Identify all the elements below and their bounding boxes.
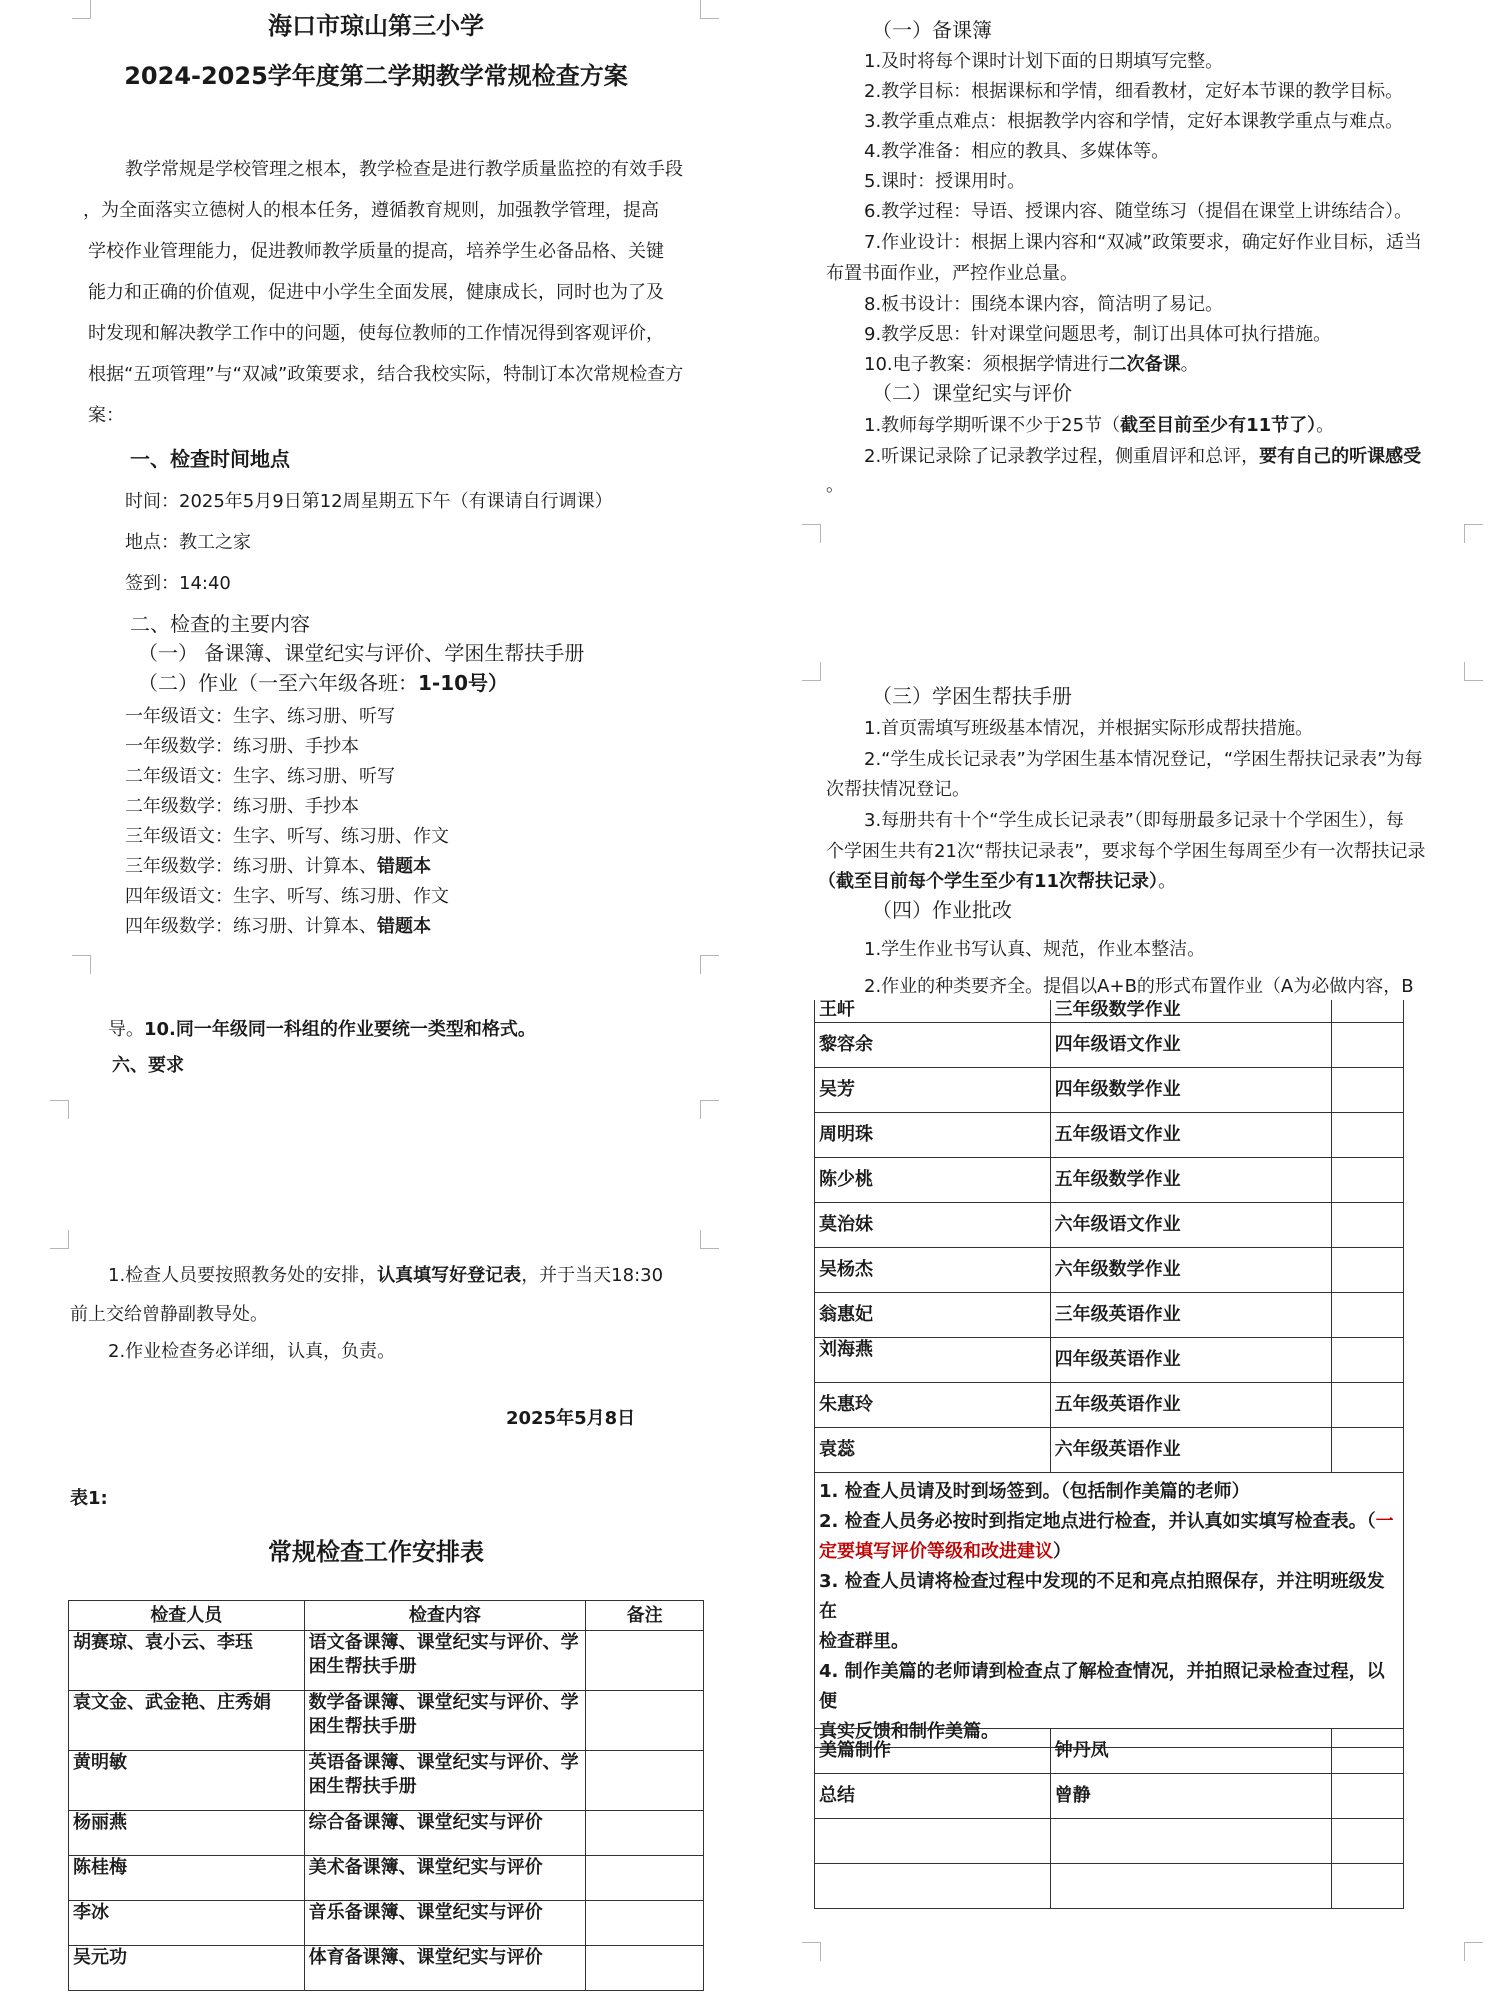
inspector-cell: 黄明敏 bbox=[69, 1751, 305, 1811]
remark-cell bbox=[1332, 1338, 1404, 1383]
inspector-cell: 王屽 bbox=[815, 1000, 1051, 1023]
page-corner-mark bbox=[1464, 1942, 1483, 1961]
content-cell: 体育备课簿、课堂纪实与评价 bbox=[304, 1946, 586, 1991]
homework-item: 二年级语文：生字、练习册、听写 bbox=[125, 766, 395, 787]
struggling-item: 个学困生共有21次“帮扶记录表”，要求每个学困生每周至少有一次帮扶记录 bbox=[826, 841, 1426, 862]
document-title: 2024-2025学年度第二学期教学常规检查方案 bbox=[124, 62, 628, 90]
note-4-cont: 真实反馈和制作美篇。 bbox=[819, 1721, 999, 1742]
lesson-plan-item: 1.及时将每个课时计划下面的日期填写完整。 bbox=[864, 51, 1224, 72]
struggling-item: 3.每册共有十个“学生成长记录表”（即每册最多记录十个学困生），每 bbox=[864, 810, 1404, 831]
staff-table bbox=[814, 1728, 1404, 1909]
content-cell: 英语备课簿、课堂纪实与评价、学困生帮扶手册 bbox=[304, 1751, 586, 1811]
lesson-plan-item: 9.教学反思：针对课堂问题思考，制订出具体可执行措施。 bbox=[864, 324, 1332, 345]
staff-cell: 钟丹凤 bbox=[1050, 1729, 1332, 1774]
remark-cell bbox=[586, 1856, 704, 1901]
lesson-plan-item: 4.教学准备：相应的教具、多媒体等。 bbox=[864, 141, 1170, 162]
table-row bbox=[69, 1631, 704, 1691]
inspector-cell: 黎容余 bbox=[815, 1023, 1051, 1068]
intro-line: 教学常规是学校管理之根本，教学检查是进行教学质量监控的有效手段 bbox=[125, 159, 683, 180]
marking-item: 1.学生作业书写认真、规范，作业本整洁。 bbox=[864, 939, 1206, 960]
lesson-plan-item: 8.板书设计：围绕本课内容，简洁明了易记。 bbox=[864, 294, 1224, 315]
page-corner-mark bbox=[700, 1100, 719, 1119]
section-1-heading: 一、检查时间地点 bbox=[130, 447, 290, 471]
remark-cell bbox=[1332, 1158, 1404, 1203]
requirement-1-cont: 前上交给曾静副教导处。 bbox=[70, 1304, 268, 1325]
lesson-plan-item: 5.课时：授课用时。 bbox=[864, 171, 1026, 192]
struggling-item: （截至目前每个学生至少有11次帮扶记录）。 bbox=[818, 871, 1177, 892]
struggling-item: 次帮扶情况登记。 bbox=[826, 779, 970, 800]
header-content: 检查内容 bbox=[304, 1601, 586, 1631]
table-row bbox=[69, 1946, 704, 1991]
page-corner-mark bbox=[802, 524, 821, 543]
inspector-cell: 袁蕊 bbox=[815, 1428, 1051, 1473]
inspector-cell: 翁惠妃 bbox=[815, 1293, 1051, 1338]
notes-row bbox=[815, 1473, 1404, 1748]
homework-item: 二年级数学：练习册、手抄本 bbox=[125, 796, 359, 817]
remark-cell bbox=[1332, 1023, 1404, 1068]
content-cell: 三年级英语作业 bbox=[1050, 1293, 1332, 1338]
homework-item: 一年级语文：生字、练习册、听写 bbox=[125, 706, 395, 727]
inspector-cell: 陈少桃 bbox=[815, 1158, 1051, 1203]
subsection-homework-marking: （四）作业批改 bbox=[872, 898, 1012, 922]
inspector-cell: 李冰 bbox=[69, 1901, 305, 1946]
content-cell: 语文备课簿、课堂纪实与评价、学困生帮扶手册 bbox=[304, 1631, 586, 1691]
remark-cell bbox=[586, 1631, 704, 1691]
intro-line: 案： bbox=[88, 405, 124, 426]
remark-cell bbox=[1332, 1113, 1404, 1158]
table-row bbox=[815, 1248, 1404, 1293]
inspector-cell: 吴芳 bbox=[815, 1068, 1051, 1113]
page-corner-mark bbox=[802, 1942, 821, 1961]
page-corner-mark bbox=[50, 1100, 69, 1119]
header-inspector: 检查人员 bbox=[69, 1601, 305, 1631]
lesson-plan-item: 2.教学目标：根据课标和学情，细看教材，定好本节课的教学目标。 bbox=[864, 81, 1404, 102]
content-cell: 五年级语文作业 bbox=[1050, 1113, 1332, 1158]
document-page-right-bottom bbox=[752, 1000, 1500, 2000]
content-cell: 六年级英语作业 bbox=[1050, 1428, 1332, 1473]
inspector-cell: 周明珠 bbox=[815, 1113, 1051, 1158]
table-row bbox=[815, 1864, 1404, 1909]
table-row bbox=[69, 1811, 704, 1856]
struggling-item: 2.“学生成长记录表”为学困生基本情况登记，“学困生帮扶记录表”为每 bbox=[864, 749, 1423, 770]
note-1: 1. 检查人员请及时到场签到。（包括制作美篇的老师） bbox=[819, 1481, 1250, 1502]
homework-item: 四年级语文：生字、听写、练习册、作文 bbox=[125, 886, 449, 907]
class-record-tail: 。 bbox=[826, 475, 844, 496]
remark-cell bbox=[1332, 1293, 1404, 1338]
content-cell: 五年级数学作业 bbox=[1050, 1158, 1332, 1203]
table-row bbox=[815, 1000, 1404, 1023]
lesson-plan-item: 7.作业设计：根据上课内容和“双减”政策要求，确定好作业目标，适当 bbox=[864, 232, 1422, 253]
content-cell: 美术备课簿、课堂纪实与评价 bbox=[304, 1856, 586, 1901]
table-row bbox=[69, 1691, 704, 1751]
subsection-class-record: （二）课堂纪实与评价 bbox=[872, 381, 1072, 405]
content-cell: 数学备课簿、课堂纪实与评价、学困生帮扶手册 bbox=[304, 1691, 586, 1751]
requirement-2: 2.作业检查务必详细，认真，负责。 bbox=[108, 1341, 396, 1362]
intro-line: 能力和正确的价值观，促进中小学生全面发展，健康成长，同时也为了及 bbox=[88, 282, 664, 303]
content-cell: 音乐备课簿、课堂纪实与评价 bbox=[304, 1901, 586, 1946]
inspector-cell: 朱惠玲 bbox=[815, 1383, 1051, 1428]
lesson-plan-item: 10.电子教案：须根据学情进行二次备课。 bbox=[864, 354, 1199, 375]
notes-cell bbox=[815, 1473, 1404, 1748]
inspector-cell: 莫治妹 bbox=[815, 1203, 1051, 1248]
class-record-item: 1.教师每学期听课不少于25节（截至目前至少有11节了）。 bbox=[864, 415, 1335, 436]
remark-cell bbox=[1332, 1383, 1404, 1428]
note-2: 2. 检查人员务必按时到指定地点进行检查，并认真如实填写检查表。（一 bbox=[819, 1511, 1394, 1532]
homework-item: 三年级数学：练习册、计算本、错题本 bbox=[125, 856, 431, 877]
homework-item: 一年级数学：练习册、手抄本 bbox=[125, 736, 359, 757]
remark-cell bbox=[586, 1811, 704, 1856]
schedule-table bbox=[68, 1600, 704, 1991]
content-cell: 综合备课簿、课堂纪实与评价 bbox=[304, 1811, 586, 1856]
check-place: 地点：教工之家 bbox=[125, 532, 251, 553]
remark-cell bbox=[1332, 1428, 1404, 1473]
page-corner-mark bbox=[802, 662, 821, 681]
page-corner-mark bbox=[700, 955, 719, 974]
sub-2-range: 1-10号） bbox=[418, 671, 509, 695]
subsection-lesson-plan: （一）备课簿 bbox=[872, 18, 992, 42]
page-corner-mark bbox=[1464, 524, 1483, 543]
document-page-top-right bbox=[752, 0, 1500, 602]
page-corner-mark bbox=[50, 1230, 69, 1249]
check-signin: 签到：14:40 bbox=[125, 573, 231, 594]
inspector-cell: 杨丽燕 bbox=[69, 1811, 305, 1856]
inspector-cell: 陈桂梅 bbox=[69, 1856, 305, 1901]
homework-assignment-table bbox=[814, 1000, 1404, 1748]
check-time: 时间：2025年5月9日第12周星期五下午（有课请自行调课） bbox=[125, 491, 613, 512]
table-label: 表1: bbox=[70, 1488, 108, 1509]
staff-cell: 曾静 bbox=[1050, 1774, 1332, 1819]
remark-cell bbox=[1332, 1068, 1404, 1113]
marking-item: 2.作业的种类要齐全。提倡以A+B的形式布置作业（A为必做内容，B bbox=[864, 976, 1414, 997]
section-2-sub-1: （一） 备课簿、课堂纪实与评价、学困生帮扶手册 bbox=[138, 641, 585, 665]
table-row bbox=[815, 1729, 1404, 1774]
table-row bbox=[815, 1158, 1404, 1203]
inspector-cell: 刘海燕 bbox=[815, 1338, 1051, 1383]
struggling-item: 1.首页需填写班级基本情况，并根据实际形成帮扶措施。 bbox=[864, 718, 1314, 739]
remark-cell bbox=[586, 1751, 704, 1811]
sub-2-prefix: （二）作业（一至六年级各班： bbox=[138, 671, 418, 695]
table-row bbox=[69, 1856, 704, 1901]
content-cell: 三年级数学作业 bbox=[1050, 1000, 1332, 1023]
remark-cell bbox=[586, 1901, 704, 1946]
table-row bbox=[69, 1751, 704, 1811]
content-cell: 六年级数学作业 bbox=[1050, 1248, 1332, 1293]
lesson-plan-item: 布置书面作业，严控作业总量。 bbox=[826, 263, 1078, 284]
lesson-plan-item: 6.教学过程：导语、授课内容、随堂练习（提倡在课堂上讲练结合）。 bbox=[864, 201, 1413, 222]
homework-unify-note: 导。10.同一年级同一科组的作业要统一类型和格式。 bbox=[108, 1019, 536, 1040]
intro-line: ，为全面落实立德树人的根本任务，遵循教育规则，加强教学管理，提高 bbox=[83, 200, 659, 221]
content-cell: 六年级语文作业 bbox=[1050, 1203, 1332, 1248]
content-cell: 五年级英语作业 bbox=[1050, 1383, 1332, 1428]
section-6-heading: 六、要求 bbox=[112, 1055, 184, 1076]
table-row bbox=[815, 1819, 1404, 1864]
page-corner-mark bbox=[700, 1230, 719, 1249]
note-3-cont: 检查群里。 bbox=[819, 1631, 909, 1652]
content-cell: 四年级英语作业 bbox=[1050, 1338, 1332, 1383]
document-page-left-middle bbox=[0, 990, 752, 1170]
section-2-heading: 二、检查的主要内容 bbox=[130, 612, 310, 636]
remark-cell bbox=[1332, 1248, 1404, 1293]
page-corner-mark bbox=[72, 955, 91, 974]
table-row bbox=[69, 1901, 704, 1946]
page-corner-mark bbox=[1464, 662, 1483, 681]
note-3: 3. 检查人员请将检查过程中发现的不足和亮点拍照保存，并注明班级发在 bbox=[819, 1571, 1385, 1622]
content-cell: 四年级语文作业 bbox=[1050, 1023, 1332, 1068]
content-cell: 四年级数学作业 bbox=[1050, 1068, 1332, 1113]
table-row bbox=[815, 1113, 1404, 1158]
document-page-top-left bbox=[0, 0, 752, 990]
inspector-cell: 吴元功 bbox=[69, 1946, 305, 1991]
table-row bbox=[815, 1428, 1404, 1473]
note-4: 4. 制作美篇的老师请到检查点了解检查情况，并拍照记录检查过程，以便 bbox=[819, 1661, 1385, 1712]
inspector-cell: 袁文金、武金艳、庄秀娟 bbox=[69, 1691, 305, 1751]
inspector-cell: 胡赛琼、袁小云、李珏 bbox=[69, 1631, 305, 1691]
document-page-right-middle bbox=[752, 602, 1500, 1000]
inspector-cell: 吴杨杰 bbox=[815, 1248, 1051, 1293]
requirement-1: 1.检查人员要按照教务处的安排，认真填写好登记表，并于当天18:30 bbox=[108, 1265, 664, 1286]
subsection-struggling-students: （三）学困生帮扶手册 bbox=[872, 684, 1072, 708]
schedule-table-title: 常规检查工作安排表 bbox=[268, 1538, 484, 1566]
document-page-left-bottom bbox=[0, 1170, 752, 2000]
table-row bbox=[815, 1203, 1404, 1248]
role-cell: 总结 bbox=[815, 1774, 1051, 1819]
intro-line: 时发现和解决教学工作中的问题，使每位教师的工作情况得到客观评价， bbox=[88, 323, 664, 344]
section-2-sub-2 bbox=[138, 671, 508, 695]
table-row bbox=[815, 1068, 1404, 1113]
remark-cell bbox=[1332, 1000, 1404, 1023]
remark-cell bbox=[586, 1691, 704, 1751]
table-row bbox=[815, 1023, 1404, 1068]
class-record-item: 2.听课记录除了记录教学过程，侧重眉评和总评，要有自己的听课感受 bbox=[864, 446, 1422, 467]
table-row bbox=[815, 1774, 1404, 1819]
role-cell: 美篇制作 bbox=[815, 1729, 1051, 1774]
table-row bbox=[815, 1293, 1404, 1338]
remark-cell bbox=[1332, 1203, 1404, 1248]
lesson-plan-item: 3.教学重点难点：根据教学内容和学情，定好本课教学重点与难点。 bbox=[864, 111, 1404, 132]
table-row bbox=[815, 1338, 1404, 1383]
school-name: 海口市琼山第三小学 bbox=[268, 12, 484, 40]
note-2-cont: 定要填写评价等级和改进建议） bbox=[819, 1541, 1071, 1562]
remark-cell bbox=[586, 1946, 704, 1991]
intro-line: 学校作业管理能力，促进教师教学质量的提高，培养学生必备品格、关键 bbox=[88, 241, 664, 262]
document-date: 2025年5月8日 bbox=[506, 1408, 636, 1429]
table-row bbox=[815, 1383, 1404, 1428]
homework-item: 四年级数学：练习册、计算本、错题本 bbox=[125, 916, 431, 937]
homework-item: 三年级语文：生字、听写、练习册、作文 bbox=[125, 826, 449, 847]
intro-line: 根据“五项管理”与“双减”政策要求，结合我校实际，特制订本次常规检查方 bbox=[88, 364, 684, 385]
header-remark: 备注 bbox=[586, 1601, 704, 1631]
